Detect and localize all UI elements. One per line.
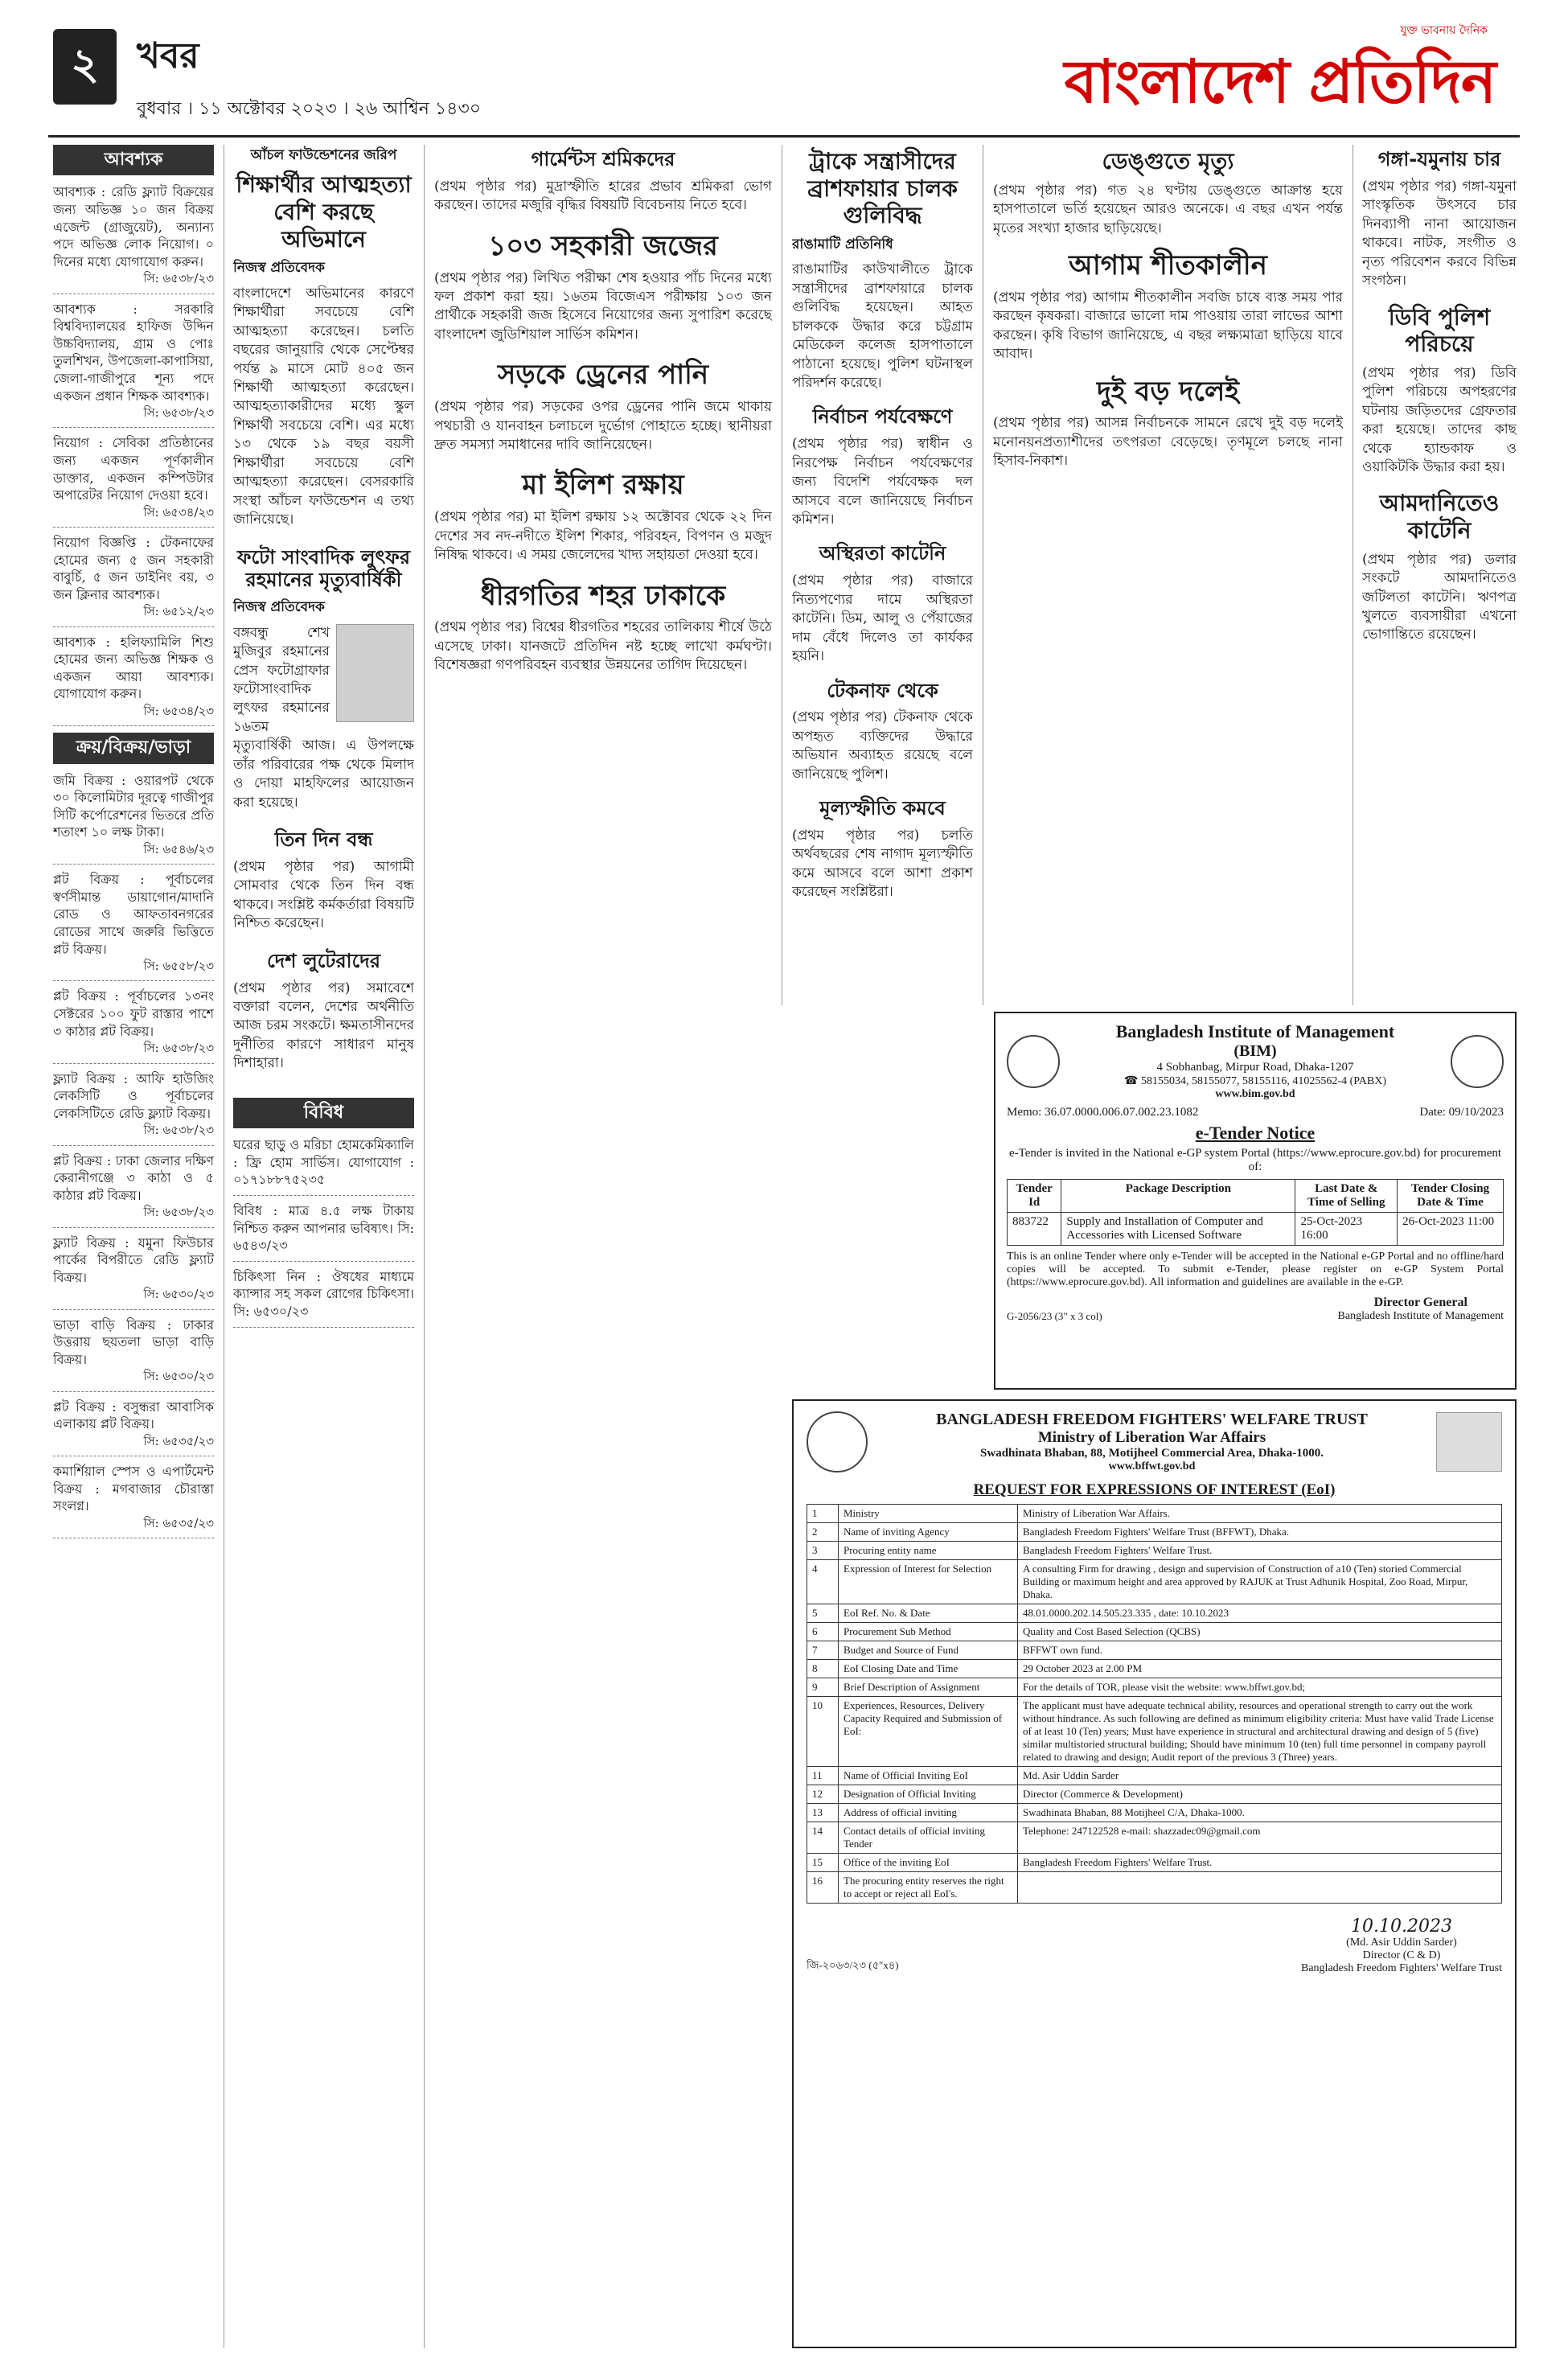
bim-org: Bangladesh Institute of Management [1115,1021,1395,1041]
classified-item: জমি বিক্রয় : ওয়ারপট থেকে ৩০ কিলোমিটার দূরত্বে গাজীপুর সিটি কর্পোরেশনের ভিতরে প্রতি শতাংশ ১০ লক্ষ টাকা। সি: ৬৫৪৬/২৩ [53,772,214,865]
classified-item: প্লট বিক্রয় : পূর্বাচলের ১৩নং সেক্টরের ১০০ ফুট রাস্তার পাশে ৩ কাঠার প্লট বিক্রয়। সি: ৬৫৩৮/২৩ [53,988,214,1063]
two-parties-headline[interactable]: দুই বড় দলেই [1097,375,1239,408]
eoi-cell: Budget and Source of Fund [839,1641,1018,1660]
anchal-headline[interactable]: শিক্ষার্থীর আত্মহত্যা বেশি করছে অভিমানে [236,171,412,253]
classified-item: কমার্শিয়াল স্পেস ও এপার্টমেন্ট বিক্রয় : মগবাজার চৌরাস্তা সংলগ্ন। সি: ৬৫৩৫/২৩ [53,1463,214,1538]
table-row [807,1785,1502,1804]
bim-title: e-Tender Notice [1195,1123,1316,1143]
eoi-cell: Bangladesh Freedom Fighters' Welfare Trust. [1018,1854,1502,1872]
three-days-headline[interactable]: তিন দিন বন্ধ [274,828,373,852]
news-column-4 [792,145,973,1005]
dengue-headline[interactable]: ডেঙ্গুতে মৃত্যু [1102,148,1234,175]
three-days-body: (প্রথম পৃষ্ঠার পর) আগামী সোমবার থেকে তিন দিন বন্ধ থাকবে। সংশ্লিষ্ট কর্মকর্তারা বিষয়টি নিশ্চিত করেছেন। [233,858,414,932]
bim-tender-notice [994,1012,1517,1390]
government-seal-icon [1451,1035,1504,1088]
eoi-cell: 3 [807,1542,839,1560]
eoi-table [807,1504,1502,1904]
election-observe-body: (প্রথম পৃষ্ঠার পর) স্বাধীন ও নিরপেক্ষ নির্বাচন পর্যবেক্ষণের জন্য বিদেশি পর্যবেক্ষক দল আসবে বলে জানিয়েছে নির্বাচন কমিশন। [792,436,973,528]
bffwt-logo-icon [807,1411,868,1472]
truck-body: রাঙামাটির কাউখালীতে ট্রাকে সন্ত্রাসীদের ব্রাশফায়ারে চালক গুলিবিদ্ধ হয়েছেন। আহত চালককে উদ্ধার করে চট্টগ্রাম মেডিকেল কলেজ হাসপাতালে পাঠানো হয়েছে। পুলিশ ঘটনাস্থল পরিদর্শন করেছে। [792,261,973,391]
table-row [807,1804,1502,1822]
eoi-cell: Designation of Official Inviting [839,1785,1018,1804]
import-body: (প্রথম পৃষ্ঠার পর) ডলার সংকটে আমদানিতেও জটিলতা কাটেনি। ঋণপত্র খুলতে ব্যবসায়ীরা এখনো ভোগান্তিতে রয়েছেন। [1362,551,1517,643]
table-row [807,1697,1502,1767]
garments-kicker[interactable]: গার্মেন্টস শ্রমিকদের [531,148,675,170]
eoi-cell: 2 [807,1523,839,1542]
column-divider [424,145,425,2348]
eoi-cell [1018,1872,1502,1904]
teknaf-headline[interactable]: টেকনাফ থেকে [827,679,938,702]
misc-item: বিবিধ : মাত্র ৪.৫ লক্ষ টাকায় নিশ্চিত করুন আপনার ভবিষ্যৎ। সি: ৬৫৪৩/২৩ [233,1202,414,1262]
anchal-body: বাংলাদেশে অভিমানের কারণে শিক্ষার্থীরা সবচেয়ে বেশি আত্মহত্যা করেছেন। চলতি বছরের জানুয়ারি থেকে সেপ্টেম্বর পর্যন্ত ৯ মাসে মোট ৪০৫ জন শিক্ষার্থী আত্মহত্যা করেছেন। আত্মহত্যাকারীদের মধ্যে স্কুল শিক্ষার্থী সবচেয়ে বেশি। এর মধ্যে ১৩ থেকে ১৯ বছর বয়সী শিক্ষার্থীরা সবচেয়ে বেশি আত্মহত্যা করেছেন। বেসরকারি সংস্থা আঁচল ফাউন্ডেশন এ তথ্য জানিয়েছে। [233,285,414,528]
eoi-cell: A consulting Firm for drawing , design and supervision of Construction of a10 (Ten) storied Commercial Building or maximum height and area approved by RAJUK at Trust Adhunik Hospital, Zoo Road, Mirpur, Dhaka. [1018,1560,1502,1604]
eoi-cell: 13 [807,1804,839,1822]
bim-cell: 883722 [1008,1213,1061,1246]
misc-item: চিকিৎসা নিন : ঔষধের মাধ্যমে ক্যান্সার সহ সকল রোগের চিকিৎসা। সি: ৬৫৩০/২৩ [233,1268,414,1328]
classified-column [53,145,214,2348]
election-observe-headline[interactable]: নির্বাচন পর্যবেক্ষণে [812,405,953,429]
eoi-cell: Address of official inviting [839,1804,1018,1822]
bim-signer-org: Bangladesh Institute of Management [1337,1310,1504,1322]
newspaper-logo[interactable]: বাংলাদেশ প্রতিদিন [1064,47,1496,117]
bim-web[interactable]: www.bim.gov.bd [1215,1088,1295,1100]
bim-cell: 25-Oct-2023 16:00 [1295,1213,1398,1246]
eoi-cell: Name of inviting Agency [839,1523,1018,1542]
eoi-cell: 8 [807,1660,839,1678]
memorial-body: বঙ্গবন্ধু শেখ মুজিবুর রহমানের প্রেস ফটোগ্রাফার ফটোসাংবাদিক লুৎফর রহমানের ১৬তম মৃত্যুবার্ষিকী আজ। এ উপলক্ষে তাঁর পরিবারের পক্ষ থেকে মিলাদ ও দোয়া মাহফিলের আয়োজন করা হয়েছে। [233,624,414,811]
table-row [807,1767,1502,1785]
table-row [807,1678,1502,1697]
eoi-cell: BFFWT own fund. [1018,1641,1502,1660]
table-row [807,1660,1502,1678]
table-row [807,1505,1502,1523]
table-row [807,1854,1502,1872]
road-water-body: (প্রথম পৃষ্ঠার পর) সড়কের ওপর ড্রেনের পানি জমে থাকায় পথচারী ও যানবাহন চলাচলে দুর্ভোগ পোহাতে হচ্ছে। স্থানীয়রা দ্রুত সমস্যা সমাধানের দাবি জানিয়েছেন। [434,399,772,454]
bffwt-title: REQUEST FOR EXPRESSIONS OF INTEREST (EoI) [973,1481,1336,1498]
bim-date: Date: 09/10/2023 [1419,1106,1504,1119]
classified-item: নিয়োগ : সেবিকা প্রতিষ্ঠানের জন্য একজন পূর্ণকালীন ডাক্তার, একজন কম্পিউটার অপারেটর নিয়োগ দেওয়া হবে। সি: ৬৫৩৪/২৩ [53,434,214,528]
news-column-2 [233,145,414,2348]
eoi-cell: Procurement Sub Method [839,1623,1018,1641]
bim-signer: Director General [1373,1296,1467,1309]
hilsa-headline[interactable]: মা ইলিশ রক্ষায় [522,469,684,502]
classified-item: প্লট বিক্রয় : বসুন্ধরা আবাসিক এলাকায় প্লট বিক্রয়। সি: ৬৫৩৫/২৩ [53,1399,214,1456]
eoi-cell: The applicant must have adequate technical ability, resources and operational strength to carry out the work without hindrance. As such following are defined as minimum eligibility criteria: Must have valid Trade License of at least 10 (Ten) years; Must have experience in structural and architectural drawing and design of 5 (five) similar multistoried structural building; Should have minimum 10 (ten) full time personnel in company payroll related to drawing and design; Audit report of the previous 3 (Three) years. [1018,1697,1502,1767]
eoi-cell: 16 [807,1872,839,1904]
bffwt-eoi-notice [792,1399,1517,2348]
eoi-cell: Swadhinata Bhaban, 88 Motijheel C/A, Dhaka-1000. [1018,1804,1502,1822]
truck-byline: রাঙামাটি প্রতিনিধি [792,236,893,253]
eoi-cell: Brief Description of Assignment [839,1678,1018,1697]
memorial-headline[interactable]: ফটো সাংবাদিক লুৎফর রহমানের মৃত্যুবার্ষিকী [236,545,411,592]
eoi-cell: Director (Commerce & Development) [1018,1785,1502,1804]
classified-item: ভাড়া বাড়ি বিক্রয় : ঢাকার উত্তরায় ছয়তলা ভাড়া বাড়ি বিক্রয়। সি: ৬৫৩০/২৩ [53,1316,214,1392]
winter-body: (প্রথম পৃষ্ঠার পর) আগাম শীতকালীন সবজি চাষে ব্যস্ত সময় পার করছেন কৃষকরা। বাজারে ভালো দাম পাওয়ায় তারা লাভের আশা করছেন। কৃষি বিভাগ জানিয়েছে, এ বছর লক্ষ্যমাত্রা ছাড়িয়ে যাবে আবাদ। [993,289,1343,363]
table-row [807,1604,1502,1623]
eoi-cell: 6 [807,1623,839,1641]
eoi-cell: 1 [807,1505,839,1523]
bim-code: G-2056/23 (3" x 3 col) [1007,1310,1102,1322]
table-row [1008,1213,1504,1246]
garments-body: (প্রথম পৃষ্ঠার পর) মুদ্রাস্ফীতি হারের প্রভাব শ্রমিকরা ভোগ করছেন। তাদের মজুরি বৃদ্ধির বিষয়টি বিবেচনায় নিতে হবে। [434,178,772,214]
judges-headline[interactable]: ১০৩ সহকারী জজের [488,229,718,262]
truck-headline[interactable]: ট্রাকে সন্ত্রাসীদের ব্রাশফায়ার চালক গুলিবিদ্ধ [807,148,958,229]
bim-cell: 26-Oct-2023 11:00 [1398,1213,1504,1246]
db-police-body: (প্রথম পৃষ্ঠার পর) ডিবি পুলিশ পরিচয়ে অপহরণের ঘটনায় জড়িতদের গ্রেফতার করা হয়েছে। তাদের কাছ থেকে হ্যান্ডকাফ ও ওয়াকিটকি উদ্ধার করা হয়। [1362,364,1517,475]
classified-item: প্লট বিক্রয় : পূর্বাচলের স্বর্ণসীমান্ত ডায়াগোন/মাদানি রোড ও আফতাবনগরের রোডের সাথে জরুরি ভিত্তিতে প্লট বিক্রয়। সি: ৬৫৫৮/২৩ [53,871,214,981]
table-row [807,1822,1502,1854]
misc-header: বিবিধ [233,1098,414,1128]
eoi-cell: 9 [807,1678,839,1697]
eoi-cell: Md. Asir Uddin Sarder [1018,1767,1502,1785]
eoi-cell: 7 [807,1641,839,1660]
classified-item: আবশ্যক : রেডি ফ্ল্যাট বিক্রয়ের জন্য অভিজ্ঞ ১০ জন বিক্রয় এজেন্ট (গ্রাজুয়েট), অন্যান্য পদে অভিজ্ঞ লোক নিয়োগ। ০ দিনের মধ্যে যোগাযোগ করুন। সি: ৬৫৩৮/২৩ [53,183,214,294]
unstable-headline[interactable]: অস্থিরতা কাটেনি [819,542,946,565]
sig-name: (Md. Asir Uddin Sarder) [1346,1937,1457,1949]
sig-title: Director (C & D) [1362,1949,1441,1961]
eoi-cell: 11 [807,1767,839,1785]
news-column-3 [434,145,772,2348]
page-number: ২ [53,29,117,105]
classified-item: ফ্ল্যাট বিক্রয় : আফি হাউজিং লেকসিটি ও পূর্বাচলের লেকসিটিতে রেডি ফ্ল্যাট বিক্রয়। সি: ৬৫৩৮/২৩ [53,1070,214,1146]
eoi-cell: Name of Official Inviting EoI [839,1767,1018,1785]
memorial-byline: নিজস্ব প্রতিবেদক [233,599,325,616]
needed-header: আবশ্যক [53,145,214,175]
classified-item: ফ্ল্যাট বিক্রয় : যমুনা ফিউচার পার্কের বিপরীতে রেডি ফ্ল্যাট বিক্রয়। সি: ৬৫৩০/২৩ [53,1234,214,1310]
ganga-body: (প্রথম পৃষ্ঠার পর) গঙ্গা-যমুনা সাংস্কৃতিক উৎসবে চার দিনব্যাপী নানা আয়োজন থাকবে। নাটক, সংগীত ও নৃত্য পরিবেশন করবে বিভিন্ন সংগঠন। [1362,178,1517,290]
bim-memo: Memo: 36.07.0000.006.07.002.23.1082 [1007,1106,1199,1119]
eoi-cell: Ministry [839,1505,1018,1523]
date-line: বুধবার । ১১ অক্টোবর ২০২৩ । ২৬ আশ্বিন ১৪৩০ [137,99,482,119]
anchal-byline: নিজস্ব প্রতিবেদক [233,260,325,277]
eoi-cell: 5 [807,1604,839,1623]
two-parties-body: (প্রথম পৃষ্ঠার পর) আসন্ন নির্বাচনকে সামনে রেখে দুই বড় দলেই মনোনয়নপ্রত্যাশীদের তৎপরতা বেড়েছে। তৃণমূলে চলছে নানা হিসাব-নিকাশ। [993,415,1343,470]
eoi-cell: Experiences, Resources, Delivery Capacity Required and Submission of EoI: [839,1697,1018,1767]
portrait-emblem-icon [1436,1412,1502,1472]
eoi-cell: Quality and Cost Based Selection (QCBS) [1018,1623,1502,1641]
eoi-cell: 12 [807,1785,839,1804]
table-row [807,1523,1502,1542]
inflation-headline[interactable]: মূল্যস্ফীতি কমবে [819,797,946,820]
road-water-headline[interactable]: সড়কে ড্রেনের পানি [497,359,709,392]
bffwt-org: BANGLADESH FREEDOM FIGHTERS' WELFARE TRUST [936,1411,1368,1428]
import-headline[interactable]: আমদানিতেও কাটেনি [1379,490,1500,544]
bffwt-address: Swadhinata Bhaban, 88, Motijheel Commercial Area, Dhaka-1000. [980,1447,1324,1460]
classified-item: নিয়োগ বিজ্ঞপ্তি : টেকনাফের হোমের জন্য ৫ জন সহকারী বাবুর্চি, ৫ জন ডাইনিং বয়, ৩ জন ক্লিনার আবশ্যক। সি: ৬৫১২/২৩ [53,534,214,627]
eoi-cell: For the details of TOR, please visit the website: www.bffwt.gov.bd; [1018,1678,1502,1697]
eoi-cell: EoI Closing Date and Time [839,1660,1018,1678]
table-row [807,1872,1502,1904]
sig-org: Bangladesh Freedom Fighters' Welfare Trust [1301,1962,1502,1974]
bffwt-code: জি-২০৬৩/২৩ (৫"x৪) [807,1959,899,1971]
bim-note: This is an online Tender where only e-Tender will be accepted in the National e-GP Portal and no offline/hard copies will be accepted. To submit e-Tender, please register on e-GP System Portal (https://www.eprocure.gov.bd). All information and guidelines are available in the e-GP. [1007,1251,1504,1288]
signature-date: 10.10.2023 [1351,1916,1452,1937]
eoi-cell: Bangladesh Freedom Fighters' Welfare Trust (BFFWT), Dhaka. [1018,1523,1502,1542]
news-column-5 [993,145,1343,1005]
bim-col-header: Last Date & Time of Selling [1295,1180,1398,1213]
eoi-cell: 29 October 2023 at 2.00 PM [1018,1660,1502,1678]
masthead [48,14,1520,138]
classified-item: আবশ্যক : হলিফ্যামিলি শিশু হোমের জন্য অভিজ্ঞ শিক্ষক ও একজন আয়া আবশ্যক। যোগাযোগ করুন। সি: ৬৫৩৪/২৩ [53,634,214,727]
bim-tender-table [1007,1179,1504,1246]
eoi-cell: 15 [807,1854,839,1872]
table-row [807,1560,1502,1604]
classified-item: প্লট বিক্রয় : ঢাকা জেলার দক্ষিণ কেরানীগঞ্জে ৩ কাঠা ও ৫ কাঠার প্লট বিক্রয়। সি: ৬৫৩৮/২৩ [53,1152,214,1228]
dhaka-headline[interactable]: ধীরগতির শহর ঢাকাকে [480,579,726,612]
eoi-cell: 10 [807,1697,839,1767]
bim-col-header: Tender Id [1008,1180,1061,1213]
hilsa-body: (প্রথম পৃষ্ঠার পর) মা ইলিশ রক্ষায় ১২ অক্টোবর থেকে ২২ দিন দেশের সব নদ-নদীতে ইলিশ শিকার, পরিবহন, বিপণন ও মজুদ নিষিদ্ধ থাকবে। এ সময় জেলেদের খাদ্য সহায়তা দেওয়া হবে। [434,509,772,564]
ganga-headline[interactable]: গঙ্গা-যমুনায় চার [1377,148,1501,170]
bim-cell: Supply and Installation of Computer and Accessories with Licensed Software [1061,1213,1295,1246]
bim-abbr: (BIM) [1233,1042,1277,1060]
eoi-cell: The procuring entity reserves the right to accept or reject all EoI's. [839,1872,1018,1904]
eoi-cell: Telephone: 247122528 e-mail: shazzadec09@gmail.com [1018,1822,1502,1854]
eoi-cell: Contact details of official inviting Tender [839,1822,1018,1854]
anchal-kicker: আঁচল ফাউন্ডেশনের জরিপ [250,147,397,163]
sale-header: ক্রয়/বিক্রয়/ভাড়া [53,733,214,763]
unstable-body: (প্রথম পৃষ্ঠার পর) বাজারে নিত্যপণ্যের দামে অস্থিরতা কাটেনি। ডিম, আলু ও পেঁয়াজের দাম বেঁধে দিলেও তা কার্যকর হয়নি। [792,573,973,665]
dengue-body: (প্রথম পৃষ্ঠার পর) গত ২৪ ঘণ্টায় ডেঙ্গুতে আক্রান্ত হয়ে হাসপাতালে ভর্তি হয়েছেন আরও অনেকে। এ বছর এখন পর্যন্ত মৃতের সংখ্যা হাজার ছাড়িয়েছে। [993,182,1343,236]
portrait-photo [336,624,414,722]
bim-address: 4 Sobhanbag, Mirpur Road, Dhaka-1207 [1156,1061,1354,1074]
bffwt-ministry: Ministry of Liberation War Affairs [1037,1429,1266,1446]
winter-headline[interactable]: আগাম শীতকালীন [1069,248,1267,281]
bim-col-header: Tender Closing Date & Time [1398,1180,1504,1213]
bim-col-header: Package Description [1061,1180,1295,1213]
eoi-cell: 14 [807,1822,839,1854]
eoi-cell: Procuring entity name [839,1542,1018,1560]
looters-headline[interactable]: দেশ লুটেরাদের [266,949,381,972]
table-row [807,1641,1502,1660]
news-column-6 [1362,145,1517,1005]
table-row [807,1623,1502,1641]
bim-intro: e-Tender is invited in the National e-GP system Portal (https://www.eprocure.gov.bd) for procurement of: [1008,1147,1502,1173]
dhaka-body: (প্রথম পৃষ্ঠার পর) বিশ্বের ধীরগতির শহরের তালিকায় শীর্ষে উঠে এসেছে ঢাকা। যানজটে প্রতিদিন নষ্ট হচ্ছে লাখো কর্মঘণ্টা। বিশেষজ্ঞরা গণপরিবহন ব্যবস্থার উন্নয়নের তাগিদ দিয়েছেন। [434,619,772,674]
looters-body: (প্রথম পৃষ্ঠার পর) সমাবেশে বক্তারা বলেন, দেশের অর্থনীতি আজ চরম সংকটে। ক্ষমতাসীনদের দুর্নীতির কারণে সাধারণ মানুষ দিশাহারা। [233,980,414,1072]
logo-tagline: যুক্ত ভাবনায় দৈনিক [1400,24,1488,37]
eoi-cell: Expression of Interest for Selection [839,1560,1018,1604]
eoi-cell: 48.01.0000.202.14.505.23.335 , date: 10.10.2023 [1018,1604,1502,1623]
db-police-headline[interactable]: ডিবি পুলিশ পরিচয়ে [1388,303,1491,358]
teknaf-body: (প্রথম পৃষ্ঠার পর) টেকনাফ থেকে অপহৃত ব্যক্তিদের উদ্ধারে অভিযান অব্যাহত রয়েছে বলে জানিয়েছে পুলিশ। [792,709,973,782]
eoi-cell: Bangladesh Freedom Fighters' Welfare Trust. [1018,1542,1502,1560]
eoi-cell: Office of the inviting EoI [839,1854,1018,1872]
bim-logo-icon [1007,1035,1060,1088]
eoi-cell: Ministry of Liberation War Affairs. [1018,1505,1502,1523]
judges-body: (প্রথম পৃষ্ঠার পর) লিখিত পরীক্ষা শেষ হওয়ার পাঁচ দিনের মধ্যে ফল প্রকাশ করা হয়। ১৬তম বিজেএস পরীক্ষায় ১০৩ জন প্রার্থীকে সহকারী জজ হিসেবে নিয়োগের জন্য সুপারিশ করেছে বাংলাদেশ জুডিশিয়াল সার্ভিস কমিশন। [434,269,772,343]
table-row [807,1542,1502,1560]
bim-phone: ☎ 58155034, 58155077, 58155116, 41025562-4 (PABX) [1124,1075,1386,1087]
misc-item: ঘরের ছাড়ু ও মরিচা হোমকেমিক্যালি : ফ্রি হোম সার্ভিস। যোগাযোগ : ০১৭১৮৮৭৫২৩৫ [233,1136,414,1196]
bffwt-web[interactable]: www.bffwt.gov.bd [1108,1460,1196,1472]
inflation-body: (প্রথম পৃষ্ঠার পর) চলতি অর্থবছরের শেষ নাগাদ মূল্যস্ফীতি কমে আসবে বলে আশা প্রকাশ করেছেন সংশ্লিষ্টরা। [792,827,973,901]
eoi-cell: 4 [807,1560,839,1604]
eoi-cell: EoI Ref. No. & Date [839,1604,1018,1623]
classified-item: আবশ্যক : সরকারি বিশ্ববিদ্যালয়ের হাফিজ উদ্দিন উচ্চবিদ্যালয়, গ্রাম ও পোঃ তুলশিখন, উপজেলা-কাপাসিয়া, জেলা-গাজীপুরে শূন্য পদে একজন প্রধান শিক্ষক আবশ্যক। সি: ৬৫৩৮/২৩ [53,301,214,429]
section-name: খবর [137,35,199,76]
